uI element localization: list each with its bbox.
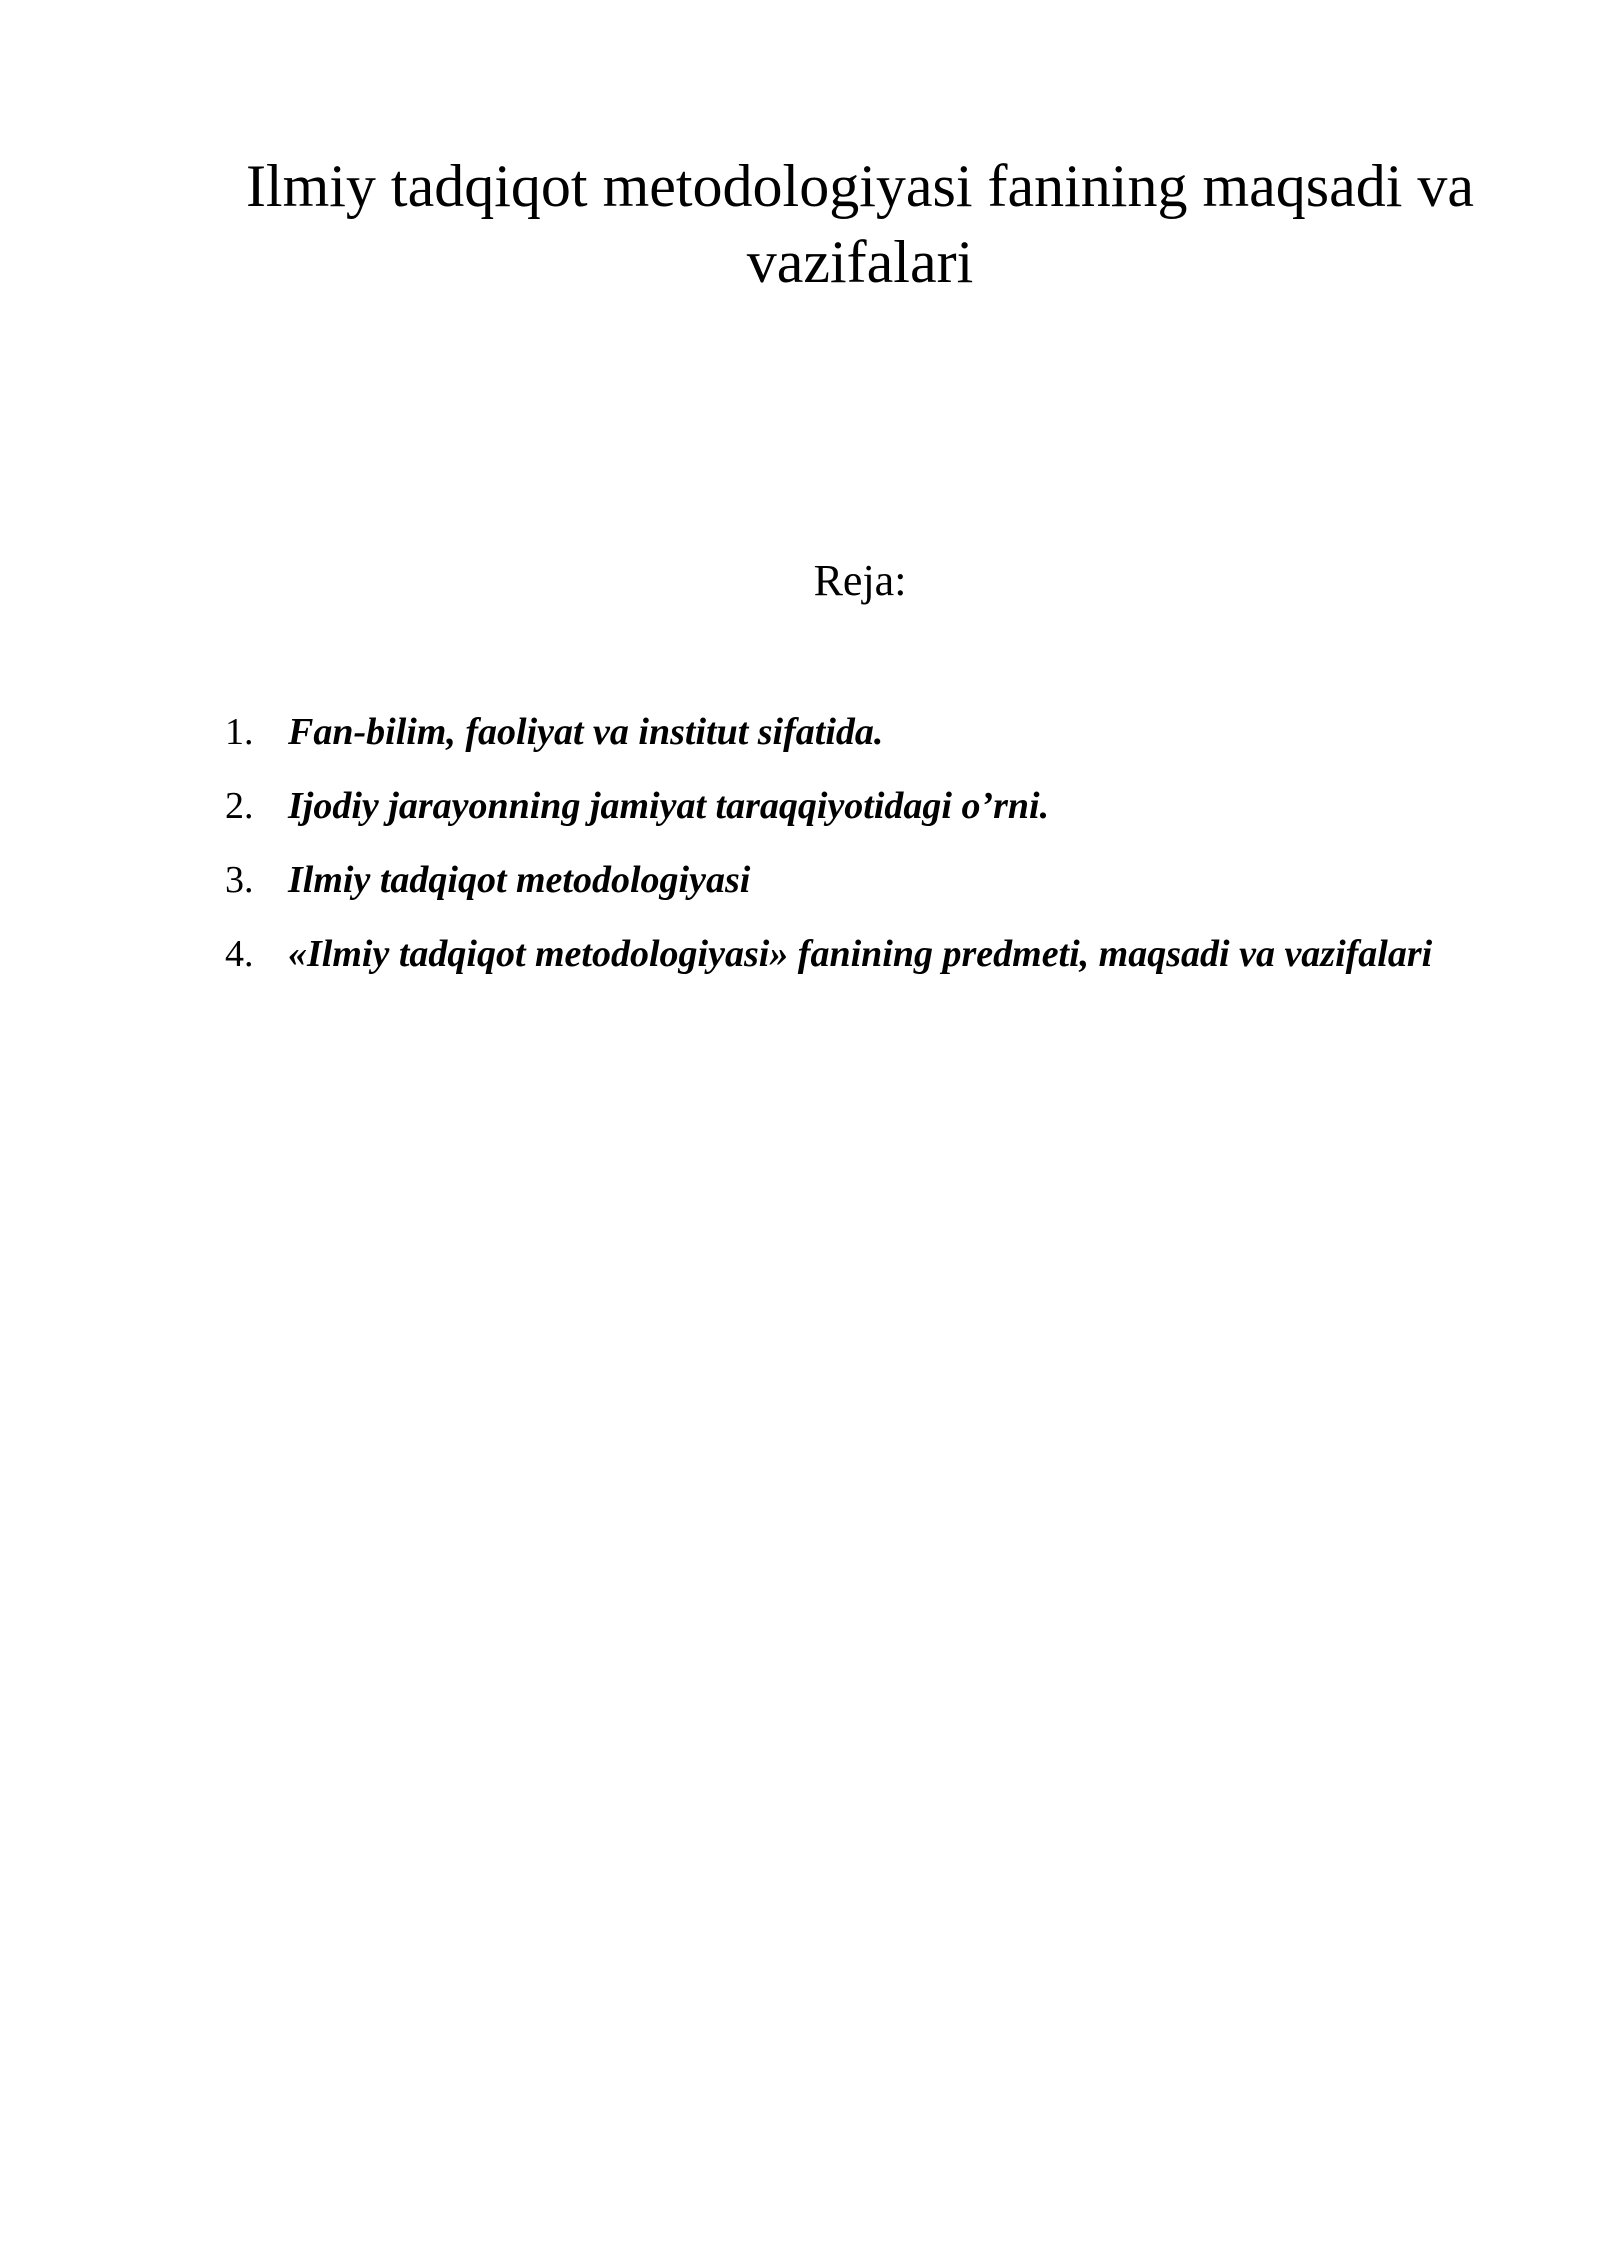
document-title: Ilmiy tadqiqot metodologiyasi fanining maqsadi va vazifalari (245, 153, 1475, 295)
plan-item-text: Ijodiy jarayonning jamiyat taraqqiyotidagi o’rni. (288, 785, 1050, 827)
plan-item-2 (225, 769, 1495, 843)
plan-item-number: 2. (225, 785, 254, 827)
plan-item-3 (225, 843, 1495, 917)
plan-item-number: 4. (225, 933, 254, 975)
plan-item-text: «Ilmiy tadqiqot metodologiyasi» fanining predmeti, maqsadi va vazifalari (288, 933, 1433, 975)
plan-item-1 (225, 695, 1495, 769)
plan-item-number: 3. (225, 859, 254, 901)
plan-item-text: Ilmiy tadqiqot metodologiyasi (288, 859, 751, 901)
plan-item-4 (225, 917, 1495, 991)
plan-item-text: Fan-bilim, faoliyat va institut sifatida. (288, 711, 884, 753)
plan-list (225, 695, 1495, 991)
plan-item-number: 1. (225, 711, 254, 753)
plan-heading: Reja: (813, 556, 907, 605)
